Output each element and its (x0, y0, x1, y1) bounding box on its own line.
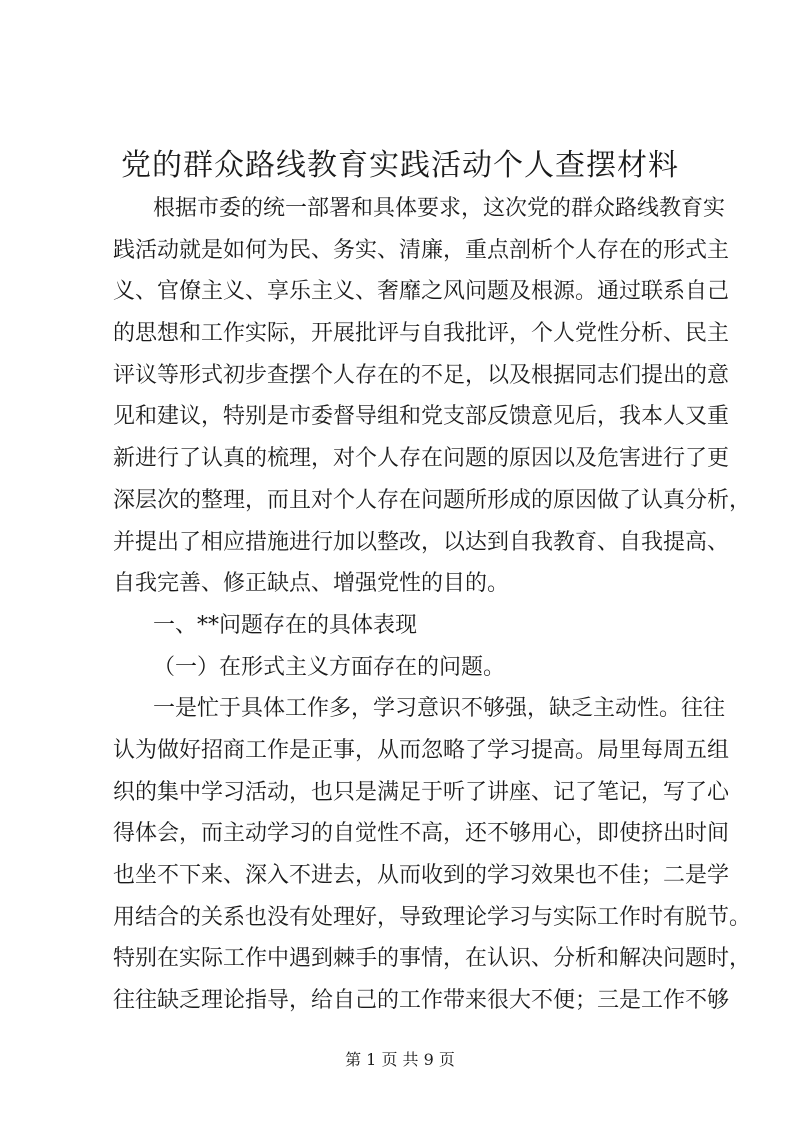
paragraph-line: 评议等形式初步查摆个人存在的不足，以及根据同志们提出的意 (113, 362, 730, 388)
paragraph-line: 践活动就是如何为民、务实、清廉，重点剖析个人存在的形式主 (113, 237, 730, 263)
page-title: 党的群众路线教育实践活动个人查摆材料 (121, 148, 679, 183)
paragraph-line: 新进行了认真的梳理，对个人存在问题的原因以及危害进行了更 (113, 446, 730, 472)
paragraph-line: 往往缺乏理论指导，给自己的工作带来很大不便；三是工作不够 (113, 988, 730, 1014)
section-heading: 一、**问题存在的具体表现 (153, 612, 418, 638)
document-body (113, 188, 752, 1022)
paragraph-line: 一是忙于具体工作多，学习意识不够强，缺乏主动性。往往 (153, 696, 726, 722)
paragraph-line: 自我完善、修正缺点、增强党性的目的。 (113, 571, 510, 597)
paragraph-line: 根据市委的统一部署和具体要求，这次党的群众路线教育实 (153, 196, 726, 221)
subsection-heading: （一）在形式主义方面存在的问题。 (153, 654, 506, 680)
paragraph-line: 认为做好招商工作是正事，从而忽略了学习提高。局里每周五组 (113, 737, 730, 763)
page-footer: 第 1 页 共 9 页 (345, 1050, 455, 1069)
paragraph-line: 的思想和工作实际，开展批评与自我批评，个人党性分析、民主 (113, 321, 730, 347)
paragraph-line: 用结合的关系也没有处理好，导致理论学习与实际工作时有脱节。 (113, 904, 752, 930)
paragraph-line: 得体会，而主动学习的自觉性不高，还不够用心，即使挤出时间 (113, 821, 730, 847)
paragraph-line: 义、官僚主义、享乐主义、奢靡之风问题及根源。通过联系自己 (113, 279, 730, 305)
paragraph-line: 并提出了相应措施进行加以整改，以达到自我教育、自我提高、 (113, 529, 730, 555)
paragraph-line: 特别在实际工作中遇到棘手的事情，在认识、分析和解决问题时， (113, 946, 752, 972)
paragraph-line: 深层次的整理，而且对个人存在问题所形成的原因做了认真分析， (113, 487, 752, 513)
paragraph-line: 也坐不下来、深入不进去，从而收到的学习效果也不佳；二是学 (113, 863, 730, 888)
paragraph-line: 织的集中学习活动，也只是满足于听了讲座、记了笔记，写了心 (113, 779, 730, 805)
paragraph-line: 见和建议，特别是市委督导组和党支部反馈意见后，我本人又重 (113, 404, 730, 430)
